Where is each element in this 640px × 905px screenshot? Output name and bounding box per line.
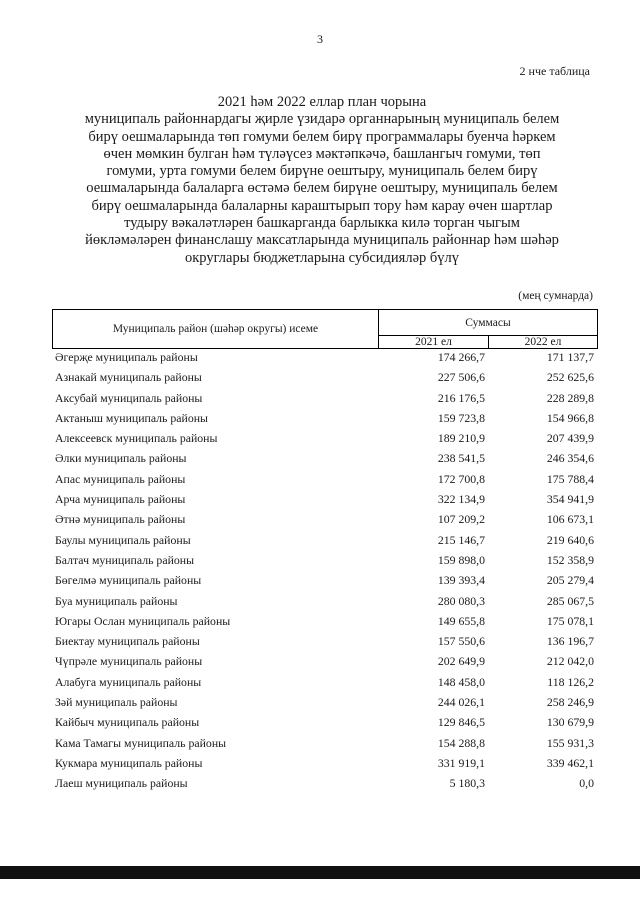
value-2021: 174 266,7 [437, 350, 485, 364]
value-2021: 154 288,8 [437, 735, 485, 750]
district-name: Бөгелмә муниципаль районы [55, 573, 202, 588]
title-line: гомуми, урта гомуми белем бирүне оештыру, муниципаль белем бирү [106, 163, 538, 180]
column-header-2021: 2021 ел [379, 336, 489, 348]
units-note: (мең сумнарда) [518, 290, 593, 302]
value-2021: 238 541,5 [437, 451, 485, 466]
district-name: Югары Ослан муниципаль районы [55, 613, 231, 628]
district-name: Актаныш муниципаль районы [55, 410, 208, 425]
title-line: бирү оешмаларында балаларны караштырып тору һәм карау өчен шартлар [91, 197, 553, 214]
district-name: Биектау муниципаль районы [55, 634, 200, 649]
table-label: 2 нче таблица [519, 64, 590, 78]
value-2022: 106 673,1 [546, 512, 594, 527]
district-name: Лаеш муниципаль районы [55, 776, 188, 791]
district-name: Баулы муниципаль районы [55, 532, 191, 547]
district-name: Зәй муниципаль районы [55, 695, 178, 710]
value-2022: 154 966,8 [546, 410, 594, 425]
district-name: Арча муниципаль районы [55, 492, 186, 507]
table-row [0, 712, 640, 732]
table-row [0, 388, 640, 408]
value-2022: 152 358,9 [546, 552, 594, 567]
table-row [0, 448, 640, 468]
value-2021: 280 080,3 [437, 593, 485, 608]
value-2021: 189 210,9 [437, 431, 485, 446]
page-number: 3 [317, 32, 323, 46]
title-line: округлары бюджетларына субсидияләр бүлү [184, 249, 460, 266]
table-row [0, 347, 640, 367]
column-header-2022: 2022 ел [524, 336, 562, 348]
table-row [0, 489, 640, 509]
value-2021: 107 209,2 [437, 512, 485, 527]
value-2022: 219 640,6 [546, 532, 594, 547]
table-row [0, 570, 640, 590]
title-line: өчен мөмкин булган һәм түләүсез мәктәпкәчә, башлангыч гомуми, төп [103, 145, 541, 162]
value-2022: 155 931,3 [546, 735, 594, 750]
table-row [0, 428, 640, 448]
table-header [52, 309, 598, 349]
table-row [0, 367, 640, 387]
value-2021: 139 393,4 [437, 573, 485, 588]
district-name: Кукмара муниципаль районы [55, 755, 203, 770]
value-2021: 149 655,8 [437, 613, 485, 628]
table-row [0, 631, 640, 651]
district-name: Апас муниципаль районы [55, 471, 186, 486]
value-2022: 228 289,8 [546, 390, 594, 405]
value-2021: 331 919,1 [437, 755, 485, 770]
value-2022: 205 279,4 [546, 573, 594, 588]
title-line: оешмаларында балаларга өстәмә белем бирүне оештыру, муниципаль белем [86, 180, 558, 197]
value-2022: 285 067,5 [546, 593, 594, 608]
table-row [0, 550, 640, 570]
district-name: Әлки муниципаль районы [55, 451, 187, 466]
table-row [0, 672, 640, 692]
district-name: Алексеевск муниципаль районы [55, 431, 218, 446]
column-header-sums: Суммасы [379, 310, 597, 336]
value-2021: 216 176,5 [437, 390, 485, 405]
table-row [0, 509, 640, 529]
district-name: Әгерҗе муниципаль районы [55, 350, 198, 364]
value-2022: 354 941,9 [546, 492, 594, 507]
table-row [0, 692, 640, 712]
district-name: Кама Тамагы муниципаль районы [55, 735, 227, 750]
district-name: Аксубай муниципаль районы [55, 390, 203, 405]
table-row [0, 408, 640, 428]
table-body [0, 347, 640, 794]
value-2021: 159 723,8 [437, 410, 485, 425]
table-row [0, 530, 640, 550]
value-2022: 175 788,4 [546, 471, 594, 486]
table-row [0, 469, 640, 489]
value-2022: 258 246,9 [546, 695, 594, 710]
district-name: Балтач муниципаль районы [55, 552, 195, 567]
value-2022: 171 137,7 [546, 350, 594, 364]
table-row [0, 591, 640, 611]
value-2022: 246 354,6 [546, 451, 594, 466]
value-2021: 202 649,9 [437, 654, 485, 669]
title-line: 2021 һәм 2022 еллар план чорына [217, 94, 427, 110]
value-2021: 159 898,0 [437, 552, 485, 567]
value-2021: 172 700,8 [437, 471, 485, 486]
table-row [0, 753, 640, 773]
title-line: йөкләмәләрен финанслашу максатларында муниципаль районнар һәм шәһәр [85, 232, 559, 249]
district-name: Әтнә муниципаль районы [55, 512, 186, 527]
value-2022: 130 679,9 [546, 715, 594, 730]
title-line: бирү оешмаларында төп гомуми белем бирү программалары буенча һәркем [88, 128, 556, 145]
table-row [0, 611, 640, 631]
column-header-name: Муниципаль район (шәһәр округы) исеме [53, 310, 379, 348]
table-row [0, 651, 640, 671]
value-2021: 129 846,5 [437, 715, 485, 730]
value-2021: 322 134,9 [437, 492, 485, 507]
district-name: Азнакай муниципаль районы [55, 370, 202, 385]
value-2022: 175 078,1 [546, 613, 594, 628]
value-2021: 5 180,3 [449, 776, 485, 791]
value-2021: 227 506,6 [437, 370, 485, 385]
value-2022: 207 439,9 [546, 431, 594, 446]
district-name: Кайбыч муниципаль районы [55, 715, 200, 730]
value-2022: 118 126,2 [547, 674, 594, 689]
document-title [72, 94, 572, 267]
value-2021: 157 550,6 [437, 634, 485, 649]
district-name: Чүпрәле муниципаль районы [55, 654, 203, 669]
district-name: Буа муниципаль районы [55, 593, 178, 608]
table-row [0, 773, 640, 793]
value-2022: 0,0 [579, 776, 594, 791]
value-2021: 215 146,7 [437, 532, 485, 547]
value-2022: 252 625,6 [546, 370, 594, 385]
title-line: тудыру вәкаләтләрен башкарганда барлыкка килә торган чыгым [124, 215, 520, 232]
value-2021: 148 458,0 [437, 674, 485, 689]
title-line: муниципаль районнардагы җирле үзидарә органнарының муниципаль белем [84, 111, 560, 128]
value-2022: 212 042,0 [546, 654, 594, 669]
value-2021: 244 026,1 [437, 695, 485, 710]
district-name: Алабуга муниципаль районы [55, 674, 202, 689]
value-2022: 339 462,1 [546, 755, 594, 770]
value-2022: 136 196,7 [546, 634, 594, 649]
scan-edge-bar [0, 866, 640, 879]
table-row [0, 733, 640, 753]
